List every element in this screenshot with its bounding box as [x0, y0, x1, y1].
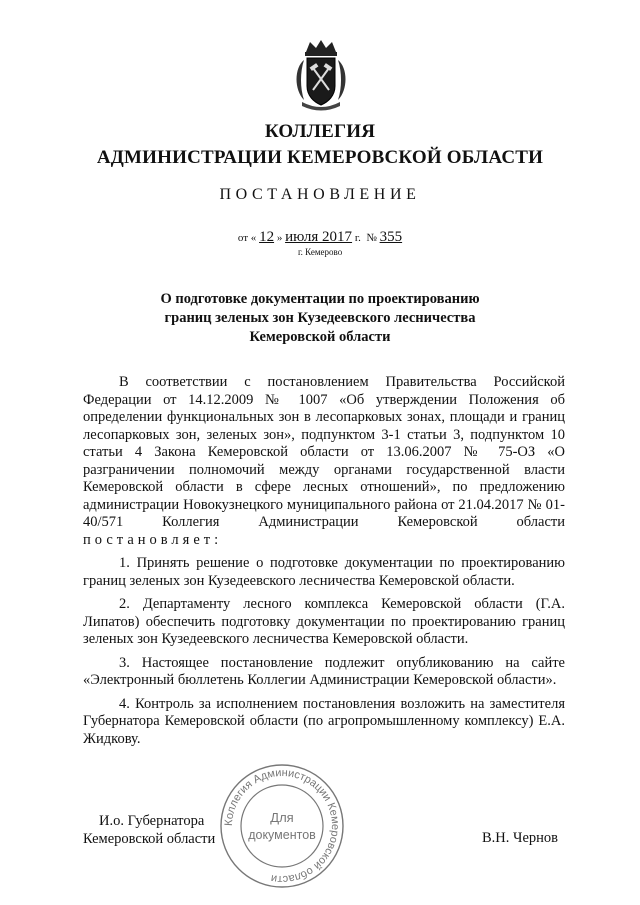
list-item: 2. Департаменту лесного комплекса Кемеровской области (Г.А. Липатов) обеспечить подготовку документации по проектированию границ зеленых зон Кузедеевского лесничества Кемеровской области. [83, 596, 565, 647]
stamp-ring-text: Коллегия Администрации Кемеровской области [222, 766, 342, 886]
list-item: 4. Контроль за исполнением постановления возложить на заместителя Губернатора Кемеровской области (по агропромышленному комплексу) Е.А. Жидкову. [83, 695, 565, 747]
decree-word: постановляет: [83, 531, 223, 548]
org-name-line1: КОЛЛЕГИЯ [264, 121, 376, 142]
title-line2: границ зеленых зон Кузедеевского лесничества [164, 310, 476, 326]
position-line2: Кемеровской области [83, 831, 216, 847]
date-month-year: июля 2017 [285, 229, 353, 245]
title-line3: Кемеровской области [249, 329, 391, 345]
coat-of-arms-emblem [290, 38, 352, 112]
title-line1: О подготовке документации по проектированию [160, 291, 480, 307]
city: г. Кемерово [298, 247, 343, 257]
document-body [83, 374, 565, 754]
org-name-line2: АДМИНИСТРАЦИИ КЕМЕРОВСКОЙ ОБЛАСТИ [96, 147, 544, 168]
date-day: 12 [259, 229, 275, 245]
preamble-text: В соответствии с постановлением Правительства Российской Федерации от 14.12.2009 № 1007 «Об утверждении Положения об определении функциональных зон в лесопарковых зонах, площади и границ лесопарковых зон, зеленых зон», подпунктом 3-1 статьи 3, подпунктом 10 статьи 4 Закона Кемеровской области от 13.06.2007 № 75-ОЗ «О разграничении полномочий между органами государственной власти Кемеровской области в сфере лесных отношений», по предложению администрации Новокузнецкого муниципального района от 21.04.2017 № 01-40/571 Коллегия Администрации Кемеровской области [83, 374, 565, 530]
document-number: 355 [379, 229, 403, 245]
document-type: ПОСТАНОВЛЕНИЕ [219, 186, 421, 203]
document-title [0, 290, 640, 347]
date-year-suffix: г. [354, 232, 361, 244]
signatory-name: В.Н. Чернов [482, 830, 558, 846]
official-stamp [218, 762, 346, 890]
date-prefix: от « [237, 232, 257, 244]
list-item: 1. Принять решение о подготовке документации по проектированию границ зеленых зон Кузедеевского лесничества Кемеровской области. [83, 555, 565, 589]
date-mid: » [276, 232, 283, 244]
stamp-center-line2: документов [248, 828, 316, 842]
list-item: 3. Настоящее постановление подлежит опубликованию на сайте «Электронный бюллетень Коллегии Администрации Кемеровской области». [83, 654, 565, 688]
signatory-position [83, 812, 215, 848]
date-line [0, 229, 640, 246]
position-line1: И.о. Губернатора [99, 813, 205, 829]
number-label: № [366, 232, 377, 244]
preamble-paragraph [83, 374, 565, 549]
stamp-center-line1: Для [270, 810, 294, 825]
